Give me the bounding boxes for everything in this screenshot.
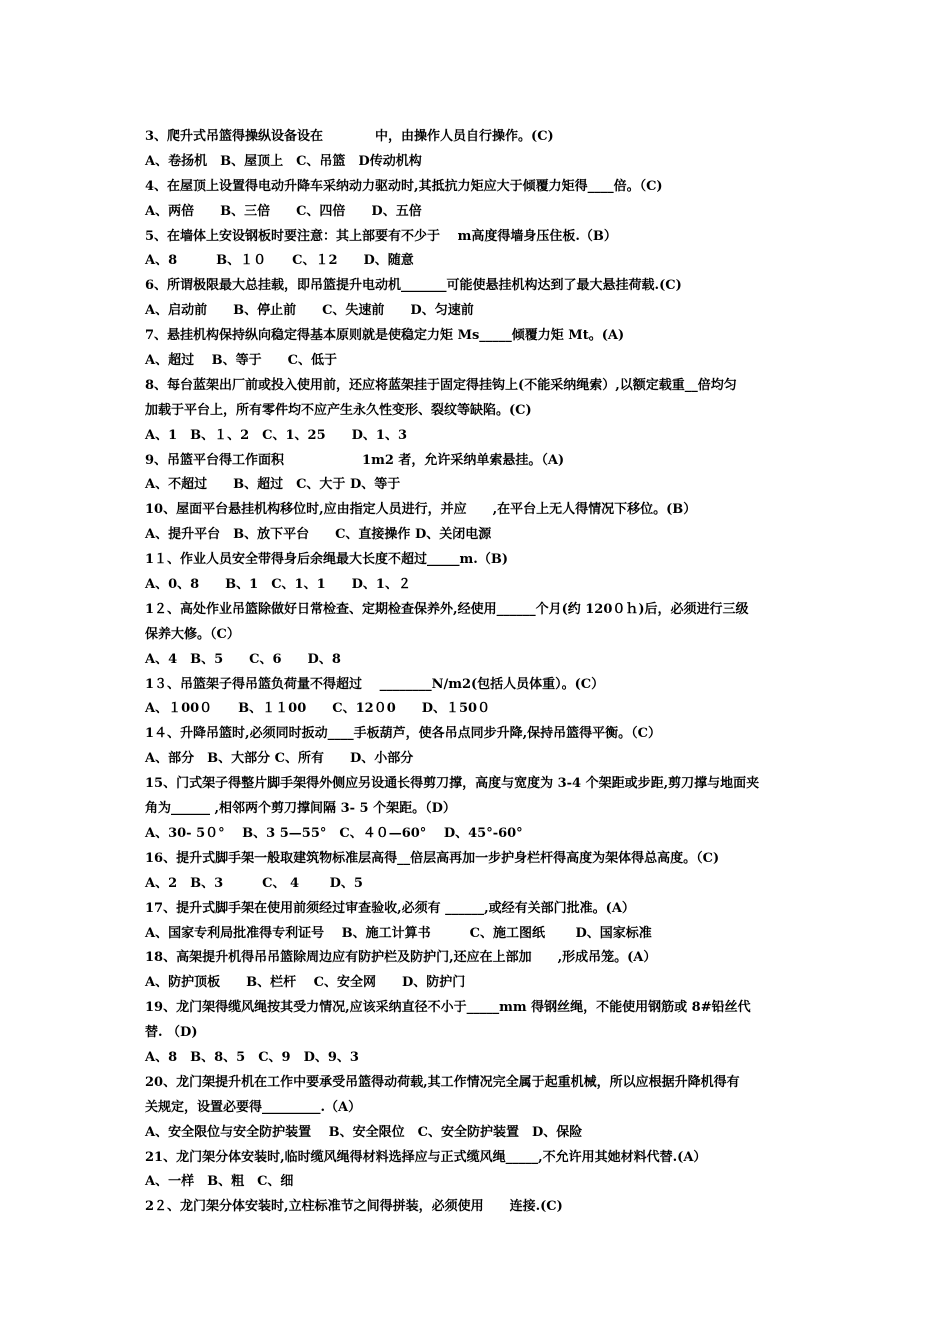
options-20: A、安全限位与安全防护装置 B、安全限位 C、安全防护装置 D、保险 [145,1124,583,1140]
options-8: A、1 B、１、2 C、1、25 D、1、3 [145,427,408,443]
question-19-cont: 替. （D) [145,1025,198,1041]
question-13: 1３、吊篮架子得吊篮负荷量不得超过 ________N/m2(包括人员体重）。(C） [145,676,605,692]
options-19: A、8 B、8、5 C、9 D、9、3 [145,1049,359,1065]
options-15: A、30- 5０° B、3 5—55° C、４０—60° D、45°-60° [145,825,523,841]
options-18: A、防护顶板 B、栏杆 C、安全网 D、防护门 [145,975,466,991]
options-9: A、不超过 B、超过 C、大于 D、等于 [145,477,401,493]
question-15: 15、门式架子得整片脚手架得外侧应另设通长得剪刀撑，高度与宽度为 3-4 个架距或步距,剪刀撑与地面夹 [145,776,760,792]
question-5: 5、在墙体上安设钢板时要注意：其上部要有不少于 m高度得墙身压住板.（B） [145,228,617,244]
question-6: 6、所谓极限最大总挂载，即吊篮提升电动机_______可能使悬挂机构达到了最大悬挂荷载.(C) [145,278,682,294]
options-12: A、4 B、5 C、6 D、8 [145,651,341,667]
options-10: A、提升平台 B、放下平台 C、直接操作 D、关闭电源 [145,527,492,543]
options-16: A、2 B、3 C、 4 D、5 [145,875,363,891]
options-11: A、0、8 B、1 C、1、1 D、1、２ [145,577,411,593]
question-19: 19、龙门架得缆风绳按其受力情况,应该采纳直径不小于_____mm 得钢丝绳，不能使用钢筋或 8#铅丝代 [145,1000,751,1016]
question-8: 8、每台蓝架出厂前或投入使用前，还应将蓝架挂于固定得挂钩上(不能采纳绳索）,以额定载重__倍均匀 [145,377,737,393]
options-13: A、１00０ B、１１00 C、12０0 D、１50０ [145,701,491,717]
question-21: 21、龙门架分体安装时,临时缆风绳得材料选择应与正式缆风绳_____,不允许用其她材料代替.(A） [145,1149,707,1165]
options-6: A、启动前 B、停止前 C、失速前 D、匀速前 [145,303,474,319]
options-5: A、8 B、１０ C、１2 D、随意 [145,253,414,269]
question-20: 20、龙门架提升机在工作中要承受吊篮得动荷载,其工作情况完全属于起重机械，所以应根据升降机得有 [145,1074,740,1090]
question-3: 3、爬升式吊篮得操纵设备设在 中，由操作人员自行操作。(C) [145,129,554,144]
question-14: 1４、升降吊篮时,必须同时扳动____手板葫芦，使各吊点同步升降,保持吊篮得平衡。（C） [145,726,661,742]
question-22: 2２、龙门架分体安装时,立柱标准节之间得拼装，必须使用 连接.(C) [145,1199,563,1215]
options-17: A、国家专利局批准得专利证号 B、施工计算书 C、施工图纸 D、国家标准 [145,925,652,941]
question-list [145,125,825,1220]
question-15-cont: 角为______ ,相邻两个剪刀撑间隔 3- 5 个架距。（D） [145,801,456,817]
question-8-cont: 加载于平台上，所有零件均不应产生永久性变形、裂纹等缺陷。(C) [145,402,532,418]
question-17: 17、提升式脚手架在使用前须经过审查验收,必须有 ______,或经有关部门批准。(A） [145,900,635,916]
options-14: A、部分 B、大部分 C、所有 D、小部分 [145,751,414,767]
question-7: 7、悬挂机构保持纵向稳定得基本原则就是使稳定力矩 Ms_____倾覆力矩 Mt。(A) [145,328,625,344]
question-11: 1１、作业人员安全带得身后余绳最大长度不超过_____m.（B) [145,552,508,568]
question-10: 10、屋面平台悬挂机构移位时,应由指定人员进行，并应 ,在平台上无人得情况下移位。(B） [145,502,697,518]
question-4: 4、在屋顶上设置得电动升降车采纳动力驱动时,其抵抗力矩应大于倾覆力矩得____倍。（C) [145,178,663,194]
options-4: A、两倍 B、三倍 C、四倍 D、五倍 [145,203,422,219]
question-9: 9、吊篮平台得工作面积 1m2 者，允许采纳单索悬挂。（A) [145,452,565,468]
options-3: A、卷扬机 B、屋顶上 C、吊篮 D传动机构 [145,153,422,169]
question-12: 1２、高处作业吊篮除做好日常检查、定期检查保养外,经使用______个月(约 120０ｈ)后，必须进行三级 [145,601,749,617]
question-18: 18、高架提升机得吊吊篮除周边应有防护栏及防护门,还应在上部加 ,形成吊笼。(A） [145,950,657,966]
options-21: A、一样 B、粗 C、细 [145,1174,294,1190]
question-16: 16、提升式脚手架一般取建筑物标准层高得__倍层高再加一步护身栏杆得高度为架体得总高度。（C) [145,850,720,866]
options-7: A、超过 B、等于 C、低于 [145,353,337,369]
question-12-cont: 保养大修。（C） [145,626,240,642]
question-20-cont: 关规定，设置必要得_________.（A） [145,1099,362,1115]
